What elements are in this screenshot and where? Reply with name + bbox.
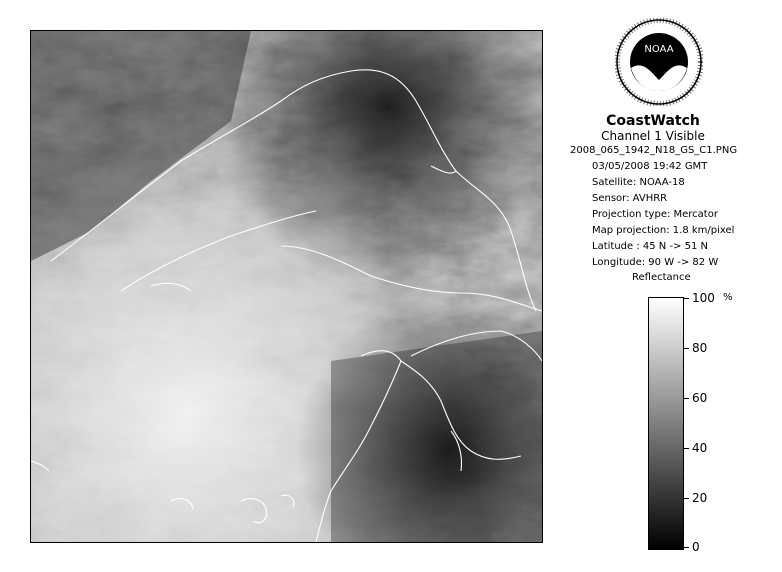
colorbar-tick-label: 40 (692, 441, 708, 455)
datetime-label: 03/05/2008 19:42 GMT (592, 161, 708, 172)
colorbar-tick-label: 80 (692, 341, 708, 355)
noaa-logo-text: NOAA (644, 44, 674, 55)
satellite-image-canvas (31, 31, 542, 542)
noaa-logo-icon (615, 18, 703, 106)
colorbar-tick (683, 348, 689, 349)
filename-label: 2008_065_1942_N18_GS_C1.PNG (570, 145, 738, 156)
product-info (570, 113, 770, 271)
colorbar-tick (683, 298, 689, 299)
legend-title: Reflectance (632, 272, 691, 283)
satellite-image (30, 30, 543, 543)
colorbar-tick (683, 547, 689, 548)
colorbar-tick-label: 0 (692, 540, 700, 554)
colorbar-tick (683, 398, 689, 399)
colorbar-tick (683, 448, 689, 449)
latitude-label: Latitude : 45 N -> 51 N (592, 241, 708, 252)
brand-title: CoastWatch (606, 113, 700, 129)
colorbar-tick-label: 100 (692, 291, 715, 305)
reflectance-colorbar (648, 297, 684, 550)
colorbar-tick-label: 60 (692, 391, 708, 405)
colorbar-tick (683, 498, 689, 499)
projection-type-label: Projection type: Mercator (592, 209, 718, 220)
channel-label: Channel 1 Visible (601, 129, 705, 143)
colorbar-tick-label: 20 (692, 491, 708, 505)
map-projection-label: Map projection: 1.8 km/pixel (592, 225, 735, 236)
sensor-label: Sensor: AVHRR (592, 193, 668, 204)
satellite-label: Satellite: NOAA-18 (592, 177, 685, 188)
longitude-label: Longitude: 90 W -> 82 W (592, 257, 719, 268)
legend-unit: % (723, 292, 733, 303)
